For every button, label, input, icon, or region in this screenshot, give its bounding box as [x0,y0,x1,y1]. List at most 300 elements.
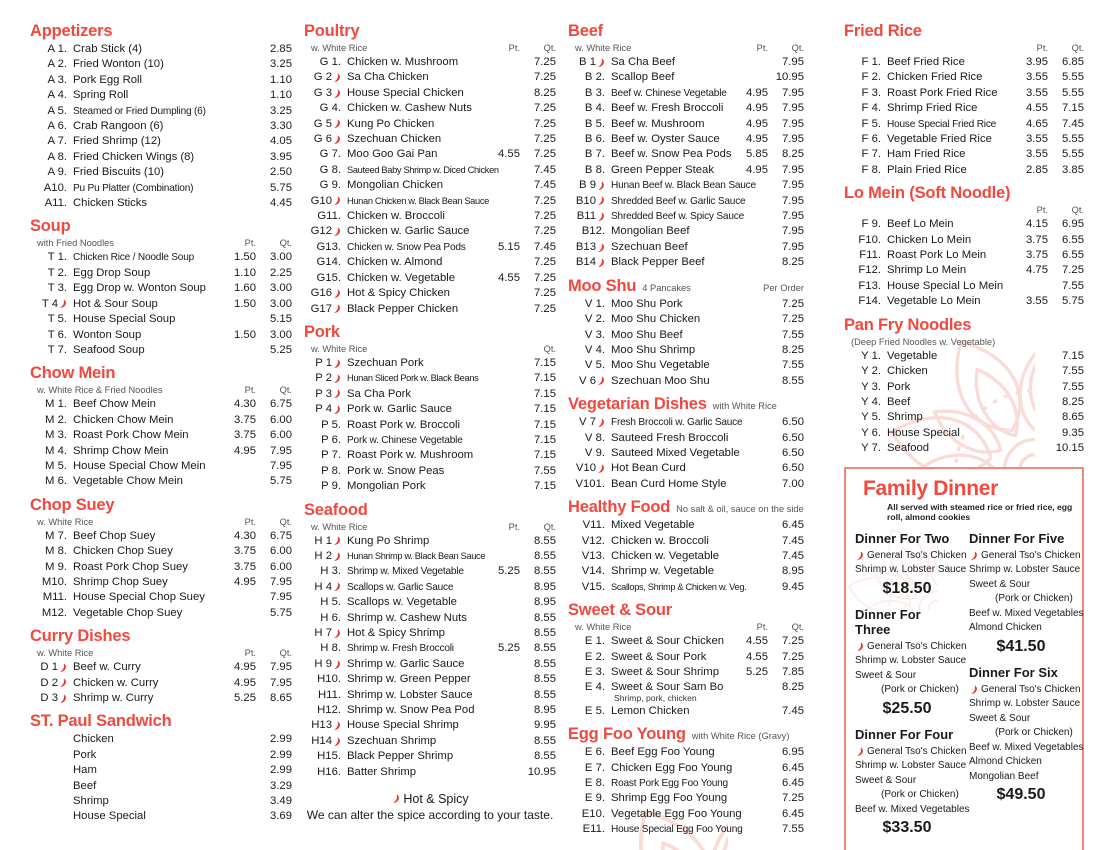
menu-item [30,474,292,489]
item-price-pt: 4.30 [234,398,256,411]
item-name-text: Shrimp Fried Rice [887,102,978,115]
dinner-line-text: Beef w. Mixed Vegetables [969,741,1084,753]
item-name [611,374,732,389]
item-name-text: Chicken w. Curry [73,676,159,689]
item-code [568,240,605,255]
item-name [73,560,220,575]
menu-item [844,147,1084,162]
item-price-qt: 7.45 [782,549,804,562]
item-name-text: Batter Shrimp [347,765,417,778]
item-name-text: House Special Soup [73,313,176,326]
item-name [347,224,484,239]
item-name [611,634,732,649]
item-code-text: F 8. [861,163,881,176]
item-code-text: F 6. [861,133,881,146]
item-code [304,703,341,718]
item-code [304,371,341,386]
item-name [347,418,484,433]
dinner-line [969,621,1073,636]
item-code [844,70,881,85]
item-name-text: Wonton Soup [73,328,142,341]
item-code-text: B 3. [584,86,605,99]
item-code [304,240,341,255]
item-name-text: House Special [73,810,146,823]
section-subtitle: w. White Rice [311,43,368,53]
item-price-pt: 3.75 [234,560,256,573]
item-name-text: Sa Cha Pork [347,387,412,400]
family-dinner-column [969,526,1084,847]
item-name-text: Beef w. Oyster Sauce [611,133,720,146]
menu-item [304,464,556,479]
item-code-text: V101. [575,477,605,490]
item-code-text: T 1. [47,251,67,264]
item-code [304,70,341,85]
item-code-text: G 5 [313,117,332,130]
menu-item [568,761,804,776]
section-healthy-food [568,498,804,595]
item-price-qt: 6.55 [1062,233,1084,246]
item-code [30,88,67,103]
price-col-header: Qt. [791,43,804,53]
item-price-pt: 4.55 [746,650,768,663]
menu-item [30,794,292,809]
dinner-line [855,654,967,669]
item-code-text: A 6. [47,120,67,133]
item-price-qt: 6.50 [782,431,804,444]
item-price-pt: 4.15 [1026,218,1048,231]
item-code-text: G 6 [313,133,332,146]
item-name-text: Scallop Beef [611,71,675,84]
item-name [73,763,220,778]
menu-item [568,101,804,116]
menu-item [304,549,556,564]
item-price-qt: 3.25 [270,58,292,71]
item-name [611,477,732,492]
menu-item [568,549,804,564]
section-title: Curry Dishes [30,627,131,646]
item-code-text: Y 3. [861,380,881,393]
menu-item [30,544,292,559]
item-name-text: Vegetable Lo Mein [887,295,981,308]
item-price-pt: 1.50 [234,297,256,310]
item-name-text: Hunan Sliced Pork w. Black Beans [347,373,479,384]
menu-item [568,446,804,461]
item-name-text: Szechuan Moo Shu [611,374,710,387]
item-price-qt: 7.95 [782,56,804,68]
item-price-qt: 6.55 [1062,249,1084,262]
item-name [347,117,484,132]
price-col-header: Qt. [279,238,292,249]
item-price-qt: 6.85 [1062,56,1084,68]
spice-note [304,792,556,822]
item-price-qt: 10.95 [527,765,556,778]
item-price-qt: 7.15 [1062,102,1084,115]
spicy-chili-icon [333,536,341,546]
item-name [887,70,1012,85]
item-name-text: House Special Egg Foo Young [611,824,743,836]
item-code-text: V 1. [584,297,605,310]
item-price-qt: 7.95 [782,117,804,130]
item-name [347,718,484,733]
menu-item [304,611,556,626]
item-code [568,255,605,270]
item-name [347,479,484,494]
menu-item [568,55,804,70]
item-name-text: Sauteed Baby Shrimp w. Diced Chicken [347,164,499,175]
dinner-line [855,788,959,803]
item-code [304,209,341,224]
item-code-text: V10 [575,462,596,475]
item-name-text: House Special Chicken [347,86,464,99]
menu-item [568,194,804,209]
item-name [887,101,1012,116]
item-name [347,749,484,764]
item-name [611,343,732,358]
menu-item [304,55,556,70]
spicy-chili-icon [597,58,605,68]
item-name-text: House Special [887,426,960,439]
menu-item [568,634,804,649]
item-code [304,688,341,703]
price-col-header: Qt. [279,516,292,527]
section-st-paul-sandwich [30,712,292,824]
item-price-pt: 4.95 [746,86,768,99]
section-title: Egg Foo Young [568,725,686,744]
item-name-text: House Special Lo Mein [887,279,1004,292]
menu-item [30,779,292,794]
price-col-header: Pt. [756,622,768,633]
item-name [887,380,1012,395]
item-name-text: Hot & Sour Soup [73,297,158,310]
menu-item [844,349,1084,364]
item-name [611,564,732,579]
item-code-text: G12 [310,225,332,238]
item-name [73,413,220,428]
dinner-line-text: Shrimp w. Lobster Sauce [855,655,967,667]
item-code-text: E 6. [584,746,605,759]
menu-item [30,459,292,474]
item-price-qt: 7.25 [534,102,556,115]
menu-item [30,42,292,57]
menu-item [304,688,556,703]
item-price-qt: 7.25 [782,650,804,663]
menu-item [304,479,556,494]
item-name [73,328,220,343]
item-code-text: H 3. [320,565,341,578]
dinner-price: $41.50 [996,637,1046,655]
item-name [611,761,732,776]
item-code-text: T 2. [47,266,67,279]
item-name [73,343,220,358]
menu-item [30,250,292,265]
item-code-text: M12. [41,606,67,619]
item-price-qt: 8.95 [534,596,556,609]
item-name [347,672,484,687]
menu-item [30,196,292,211]
dinner-line-text: Sweet & Sour [969,578,1031,590]
item-name [887,147,1012,162]
item-price-qt: 6.50 [782,416,804,429]
item-code [30,42,67,57]
price-col-header: Qt. [1071,205,1084,216]
item-name [887,86,1012,101]
dinner-line [855,774,959,789]
menu-item [304,163,556,178]
item-code-text: M 8. [45,545,67,558]
section-note: No salt & oil, sauce on the side [676,504,804,515]
section-title: Soup [30,217,71,236]
item-code-text: T 5. [47,313,67,326]
menu-item [568,358,804,373]
item-code [30,73,67,88]
dinner-line-text: Shrimp w. Lobster Sauce [969,698,1081,710]
menu-item [568,117,804,132]
item-price-qt: 4.05 [270,135,292,148]
item-name [73,196,220,211]
item-name-text: Chicken [887,365,928,378]
menu-item [568,534,804,549]
item-price-pt: 5.25 [746,666,768,678]
section-title: Chop Suey [30,495,115,514]
item-name-text: Moo Shu Pork [611,297,683,310]
item-name-text: Lemon Chicken [611,704,690,717]
item-name [73,181,220,196]
item-code-text: A 7. [47,135,67,148]
menu-item [844,263,1084,278]
dinner-line [855,669,959,684]
item-code-text: F10. [858,233,881,246]
item-name [611,240,732,255]
menu-item [844,55,1084,70]
item-price-qt: 6.00 [270,413,292,426]
item-name-text: Kung Po Shrimp [347,534,430,547]
item-name-text: Shrimp Egg Foo Young [611,792,728,805]
item-price-qt: 8.55 [534,627,556,639]
item-price-pt: 2.85 [1026,163,1048,176]
item-name [611,776,732,791]
item-code [304,55,341,70]
item-name-text: Chicken w. Vegetable [347,271,456,284]
menu-item [844,70,1084,85]
item-name-text: Scallops, Shrimp & Chicken w. Veg. [611,581,747,592]
spicy-chili-icon [59,663,67,673]
item-code [30,397,67,412]
menu-item [304,70,556,85]
item-name [73,529,220,544]
item-name-text: Shrimp w. Garlic Sauce [347,657,465,670]
item-price-qt: 7.95 [782,163,804,176]
item-code-text: M 9. [45,560,67,573]
item-name [887,248,1012,263]
item-name [887,233,1012,248]
item-price-qt: 7.25 [534,148,556,161]
spicy-chili-icon [333,119,341,129]
item-price-qt: 7.15 [534,418,556,431]
menu-item [30,397,292,412]
menu-item [844,217,1084,232]
item-code [30,590,67,605]
item-code-text: G14. [316,256,341,269]
item-code-text: Y 6. [861,426,881,439]
item-price-qt: 3.00 [270,282,292,295]
item-name [611,178,756,193]
spicy-chili-icon [597,212,605,222]
menu-item [304,402,556,417]
item-name-text: Shrimp Chop Suey [73,575,168,588]
item-name-text: Beef Lo Mein [887,218,954,231]
item-code [304,402,341,417]
menu-item [30,165,292,180]
item-code-text: V 2. [584,313,605,326]
item-name-text: Chicken [73,733,114,746]
menu-item [304,117,556,132]
item-code [30,413,67,428]
menu-item [568,255,804,270]
family-dinner-option [969,664,1084,805]
section-seafood [304,501,556,781]
item-name [611,665,732,680]
item-name [347,688,484,703]
item-code [304,302,341,317]
item-code-text: H 7 [314,627,332,639]
item-name [347,611,484,626]
item-name [347,534,484,549]
dinner-line [855,563,967,578]
item-price-pt: 3.55 [1026,86,1048,99]
item-name-text: Shrimp [73,795,109,808]
spicy-chili-icon [333,135,341,145]
menu-item [304,703,556,718]
item-code-text: H 2 [314,549,332,562]
item-code [568,518,605,533]
item-code [568,101,605,116]
item-price-qt: 7.15 [534,356,556,369]
price-col-header: Pt. [1036,205,1048,216]
item-name-text: Shrimp w. Cashew Nuts [347,611,467,624]
item-code-text: F11. [859,249,881,262]
item-price-qt: 7.95 [270,591,292,604]
menu-item [568,224,804,239]
item-code-text: B 6. [584,133,605,146]
spicy-chili-icon [333,304,341,314]
menu-item [568,745,804,760]
item-name [347,549,484,564]
item-code [568,194,605,209]
item-code [568,117,605,132]
item-name [611,147,732,162]
menu-item [844,233,1084,248]
item-name [347,147,484,162]
item-code-text: G16 [310,287,332,300]
item-price-qt: 2.25 [270,266,292,279]
item-code [304,86,341,101]
section-title: Moo Shu [568,276,637,295]
section-moo-shu [568,277,804,389]
item-code [844,380,881,395]
spicy-chili-icon [333,389,341,399]
price-col-header: Pt. [244,238,256,249]
item-price-qt: 8.25 [1062,395,1084,408]
item-code-text: G13. [316,240,341,253]
item-price-qt: 3.69 [270,810,292,823]
item-name [347,626,484,641]
menu-item [844,248,1084,263]
item-code [304,194,341,209]
item-name-text: Pork [73,748,97,761]
item-code [304,657,341,672]
spicy-chili-icon [597,196,605,206]
item-code [844,263,881,278]
item-name-text: Plain Fried Rice [887,163,967,176]
menu-column-1 [30,16,292,850]
section-title: Vegetarian Dishes [568,395,707,414]
item-code-text: E 8. [584,777,605,790]
spicy-chili-icon [59,694,67,704]
menu-item [844,410,1084,425]
item-code-text: A10. [43,181,67,194]
item-name-text: Szechuan Chicken [347,133,442,146]
spicy-chili-icon [333,374,341,384]
item-code [304,418,341,433]
item-price-qt: 7.95 [270,459,292,472]
item-code [844,86,881,101]
item-name [611,312,732,327]
item-price-qt: 7.95 [782,210,804,223]
item-name-text: Roast Pork Fried Rice [887,86,998,99]
menu-sections [568,22,804,838]
item-name [73,444,220,459]
item-code-text: A 5. [47,104,67,117]
item-price-qt: 6.75 [270,398,292,411]
menu-item [30,676,292,691]
family-dinner-option [855,530,967,598]
dinner-line [969,683,1081,698]
item-code-text: F 2. [861,71,881,84]
item-price-qt: 7.25 [534,194,556,207]
menu-item [304,302,556,317]
item-name-text: Shrimp w. Curry [73,692,154,704]
dinner-price: $25.50 [882,699,932,717]
section-subtitle: with Fried Noodles [37,238,114,249]
item-name-text: Chicken w. Almond [347,256,443,269]
menu-item [304,734,556,749]
item-price-pt: 4.95 [746,163,768,176]
item-price-qt: 7.25 [534,302,556,315]
item-code [304,611,341,626]
item-name [73,676,220,691]
item-code-text: E 5. [584,704,605,717]
item-price-qt: 7.15 [1062,349,1084,362]
item-name-text: Fried Chicken Wings (8) [73,150,195,163]
item-code [30,165,67,180]
dinner-line-text: General Tso's Chicken [867,745,967,757]
item-price-pt: 4.75 [1026,264,1048,277]
item-name-text: Black Pepper Chicken [347,302,459,315]
section-subtitle: w. White Rice & Fried Noodles [37,385,163,396]
item-code [568,461,605,476]
item-name [347,734,484,749]
item-code-text: E 7. [584,761,605,774]
item-code [30,134,67,149]
item-price-qt: 8.25 [782,681,804,694]
item-price-qt: 5.55 [1062,148,1084,161]
section-egg-foo-young [568,725,804,837]
item-code-text: G 8. [319,163,341,176]
item-price-qt: 6.95 [782,746,804,759]
item-price-qt: 7.55 [1062,365,1084,378]
item-code-text: V11. [582,519,605,532]
item-name [887,55,1012,70]
